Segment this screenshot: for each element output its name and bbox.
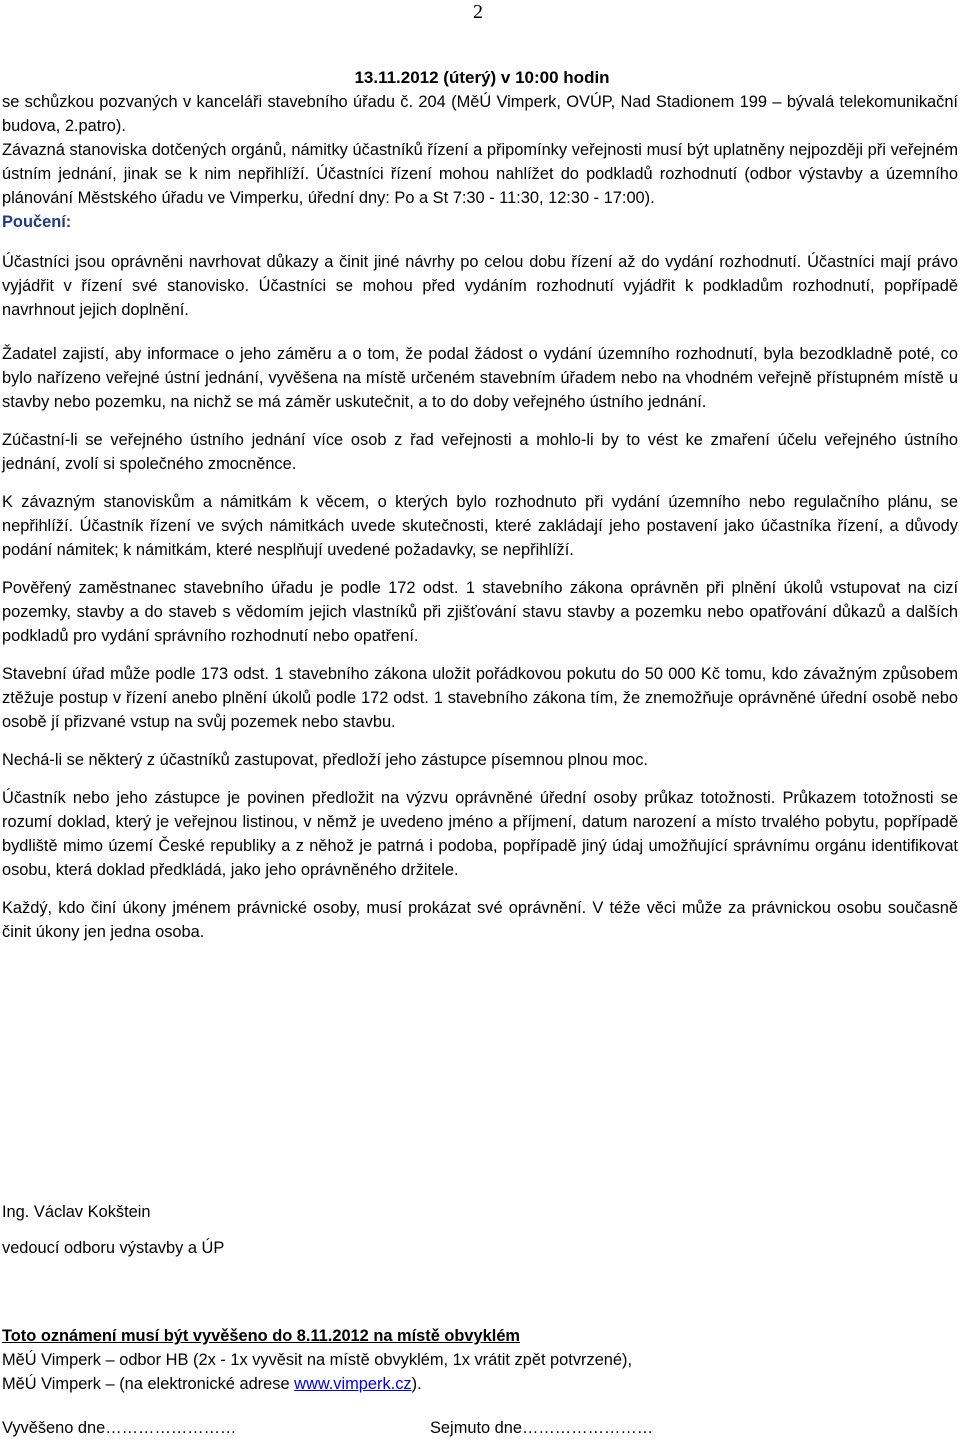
notice-block [2, 1324, 958, 1396]
notice-line-1: MěÚ Vimperk – odbor HB (2x - 1x vyvěsit na místě obvyklém, 1x vrátit zpět potvrzené), [2, 1351, 633, 1369]
objections-paragraph: K závazným stanoviskům a námitkám k věcem, o kterých bylo rozhodnuto při vydání územního nebo regulačního plánu, se nepřihlíží. Účastník řízení ve svých námitkách uvede skutečnosti, které zakládají jeho postavení jako účastníka řízení, a důvody podání námitek; k námitkám, které nesplňují uvedené požadavky, se nepřihlíží. [2, 493, 958, 559]
fine-paragraph: Stavební úřad může podle 173 odst. 1 stavebního zákona uložit pořádkovou pokutu do 50 000 Kč tomu, kdo závažným způsobem ztěžuje postup v řízení anebo plnění úkolů podle 172 odst. 1 stavebního zákona tím, že znemožňuje oprávněné úřední osobě nebo osobě jí přizvané vstup na svůj pozemek nebo stavbu. [2, 665, 958, 731]
instructions-heading: Poučení: [2, 213, 72, 231]
meeting-place-paragraph: se schůzkou pozvaných v kanceláři stavebního úřadu č. 204 (MěÚ Vimperk, OVÚP, Nad Stadionem 199 – bývalá telekomunikační budova, 2.patro). [2, 93, 958, 135]
page-number: 2 [473, 1, 483, 23]
document-body [2, 66, 958, 957]
signatory-name: Ing. Václav Kokštein [2, 1203, 151, 1221]
rights-paragraph: Účastníci jsou oprávněni navrhovat důkazy a činit jiné návrhy po celou dobu řízení až do vydání rozhodnutí. Účastníci mají právo vyjádřit v řízení své stanovisko. Účastníci se mohou před vydáním rozhodnutí vyjádřit k podkladům rozhodnutí, popřípadě navrhnout jejich doplnění. [2, 253, 958, 319]
removed-date-field: Sejmuto dne…………………… [430, 1419, 654, 1437]
representation-paragraph: Nechá-li se některý z účastníků zastupovat, předloží jeho zástupce písemnou plnou moc. [2, 751, 648, 769]
notice-heading: Toto oznámení musí být vyvěšeno do 8.11.2012 na místě obvyklém [2, 1327, 521, 1345]
notice-line-2-suffix: ). [411, 1375, 422, 1393]
public-paragraph: Zúčastní-li se veřejného ústního jednání více osob z řad veřejnosti a mohlo-li by to vést ke zmaření účelu veřejného ústního jednání, zvolí si společného zmocněnce. [2, 431, 958, 473]
signatory-title: vedoucí odboru výstavby a ÚP [2, 1239, 225, 1257]
binding-opinions-rest: Účastníci řízení mohou nahlížet do podkladů rozhodnutí (odbor výstavby a územního plánování Městského úřadu ve Vimperku, úřední dny: Po a St 7:30 - 11:30, 12:30 - 17:00). [2, 165, 959, 207]
binding-opinions-paragraph [2, 138, 958, 210]
identity-paragraph: Účastník nebo jeho zástupce je povinen předložit na výzvu oprávněné úřední osoby průkaz totožnosti. Průkazem totožnosti se rozumí doklad, který je veřejnou listinou, v němž je uvedeno jméno a příjmení, datum narození a místo trvalého pobytu, popřípadě bydliště mimo území České republiky a z něhož je patrná i podoba, popřípadě jiný údaj umožňující správnímu orgánu identifikovat osobu, která doklad předkládá, jako jeho oprávněného držitele. [2, 789, 958, 879]
notice-line-2-prefix: MěÚ Vimperk – (na elektronické adrese [2, 1375, 295, 1393]
posted-date-field: Vyvěšeno dne…………………… [2, 1419, 237, 1437]
vimperk-website-link[interactable]: www.vimperk.cz [294, 1375, 412, 1393]
notice-line-2 [2, 1372, 958, 1396]
meeting-time: 13.11.2012 (úterý) v 10:00 hodin [354, 68, 610, 87]
applicant-paragraph: Žadatel zajistí, aby informace o jeho záměru a o tom, že podal žádost o vydání územního rozhodnutí, byla bezodkladně poté, co bylo nařízeno veřejné ústní jednání, vyvěšena na místě určeném stavebním úřadem nebo na vhodném veřejně přístupném místě u stavby nebo pozemku, na nichž se má záměr uskutečnit, a to do doby veřejného ústního jednání. [2, 345, 958, 411]
employee-paragraph: Pověřený zaměstnanec stavebního úřadu je podle 172 odst. 1 stavebního zákona oprávněn při plnění úkolů vstupovat na cizí pozemky, stavby a do staveb s vědomím jejich vlastníků při zjišťování stavu stavby a pozemku nebo opatřování důkazů a dalších podkladů pro vydání správního rozhodnutí nebo opatření. [2, 579, 958, 645]
binding-opinions-bold: Závazná stanoviska dotčených orgánů, námitky účastníků řízení a připomínky veřejnosti musí být uplatněny nejpozději při veřejném ústním jednání, jinak se k nim nepřihlíží. [2, 141, 958, 183]
legal-person-paragraph: Každý, kdo činí úkony jménem právnické osoby, musí prokázat své oprávnění. V téže věci může za právnickou osobu současně činit úkony jen jedna osoba. [2, 899, 958, 941]
